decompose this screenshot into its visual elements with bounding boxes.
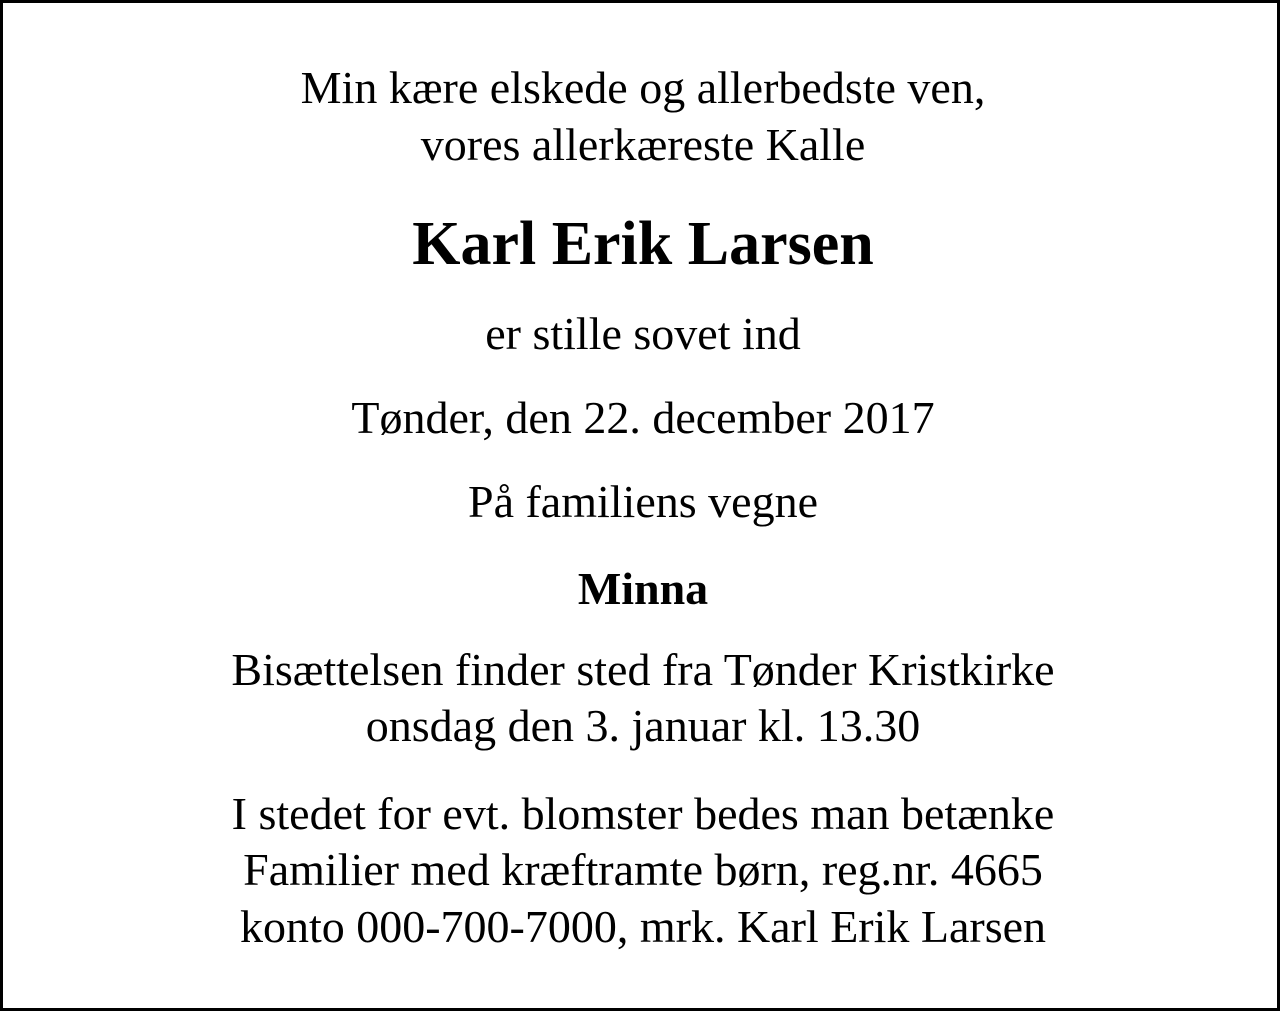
on-behalf-text: På familiens vegne	[467, 476, 818, 527]
donation-line-1: I stedet for evt. blomster bedes man betænke	[231, 788, 1055, 839]
funeral-line-2: onsdag den 3. januar kl. 13.30	[365, 700, 921, 751]
intro-line-2: vores allerkæreste Kalle	[420, 119, 866, 170]
deceased-name: Karl Erik Larsen	[412, 210, 874, 278]
passed-away-text: er stille sovet ind	[485, 308, 801, 359]
donation-line-3: konto 000-700-7000, mrk. Karl Erik Larsen	[239, 901, 1047, 952]
intro-line-1: Min kære elskede og allerbedste ven,	[300, 62, 986, 113]
donation-line-2: Familier med kræftramte børn, reg.nr. 4665	[243, 844, 1043, 895]
place-and-date: Tønder, den 22. december 2017	[351, 392, 935, 443]
signer-name: Minna	[577, 563, 709, 614]
funeral-line-1: Bisættelsen finder sted fra Tønder Kristkirke	[231, 644, 1055, 695]
